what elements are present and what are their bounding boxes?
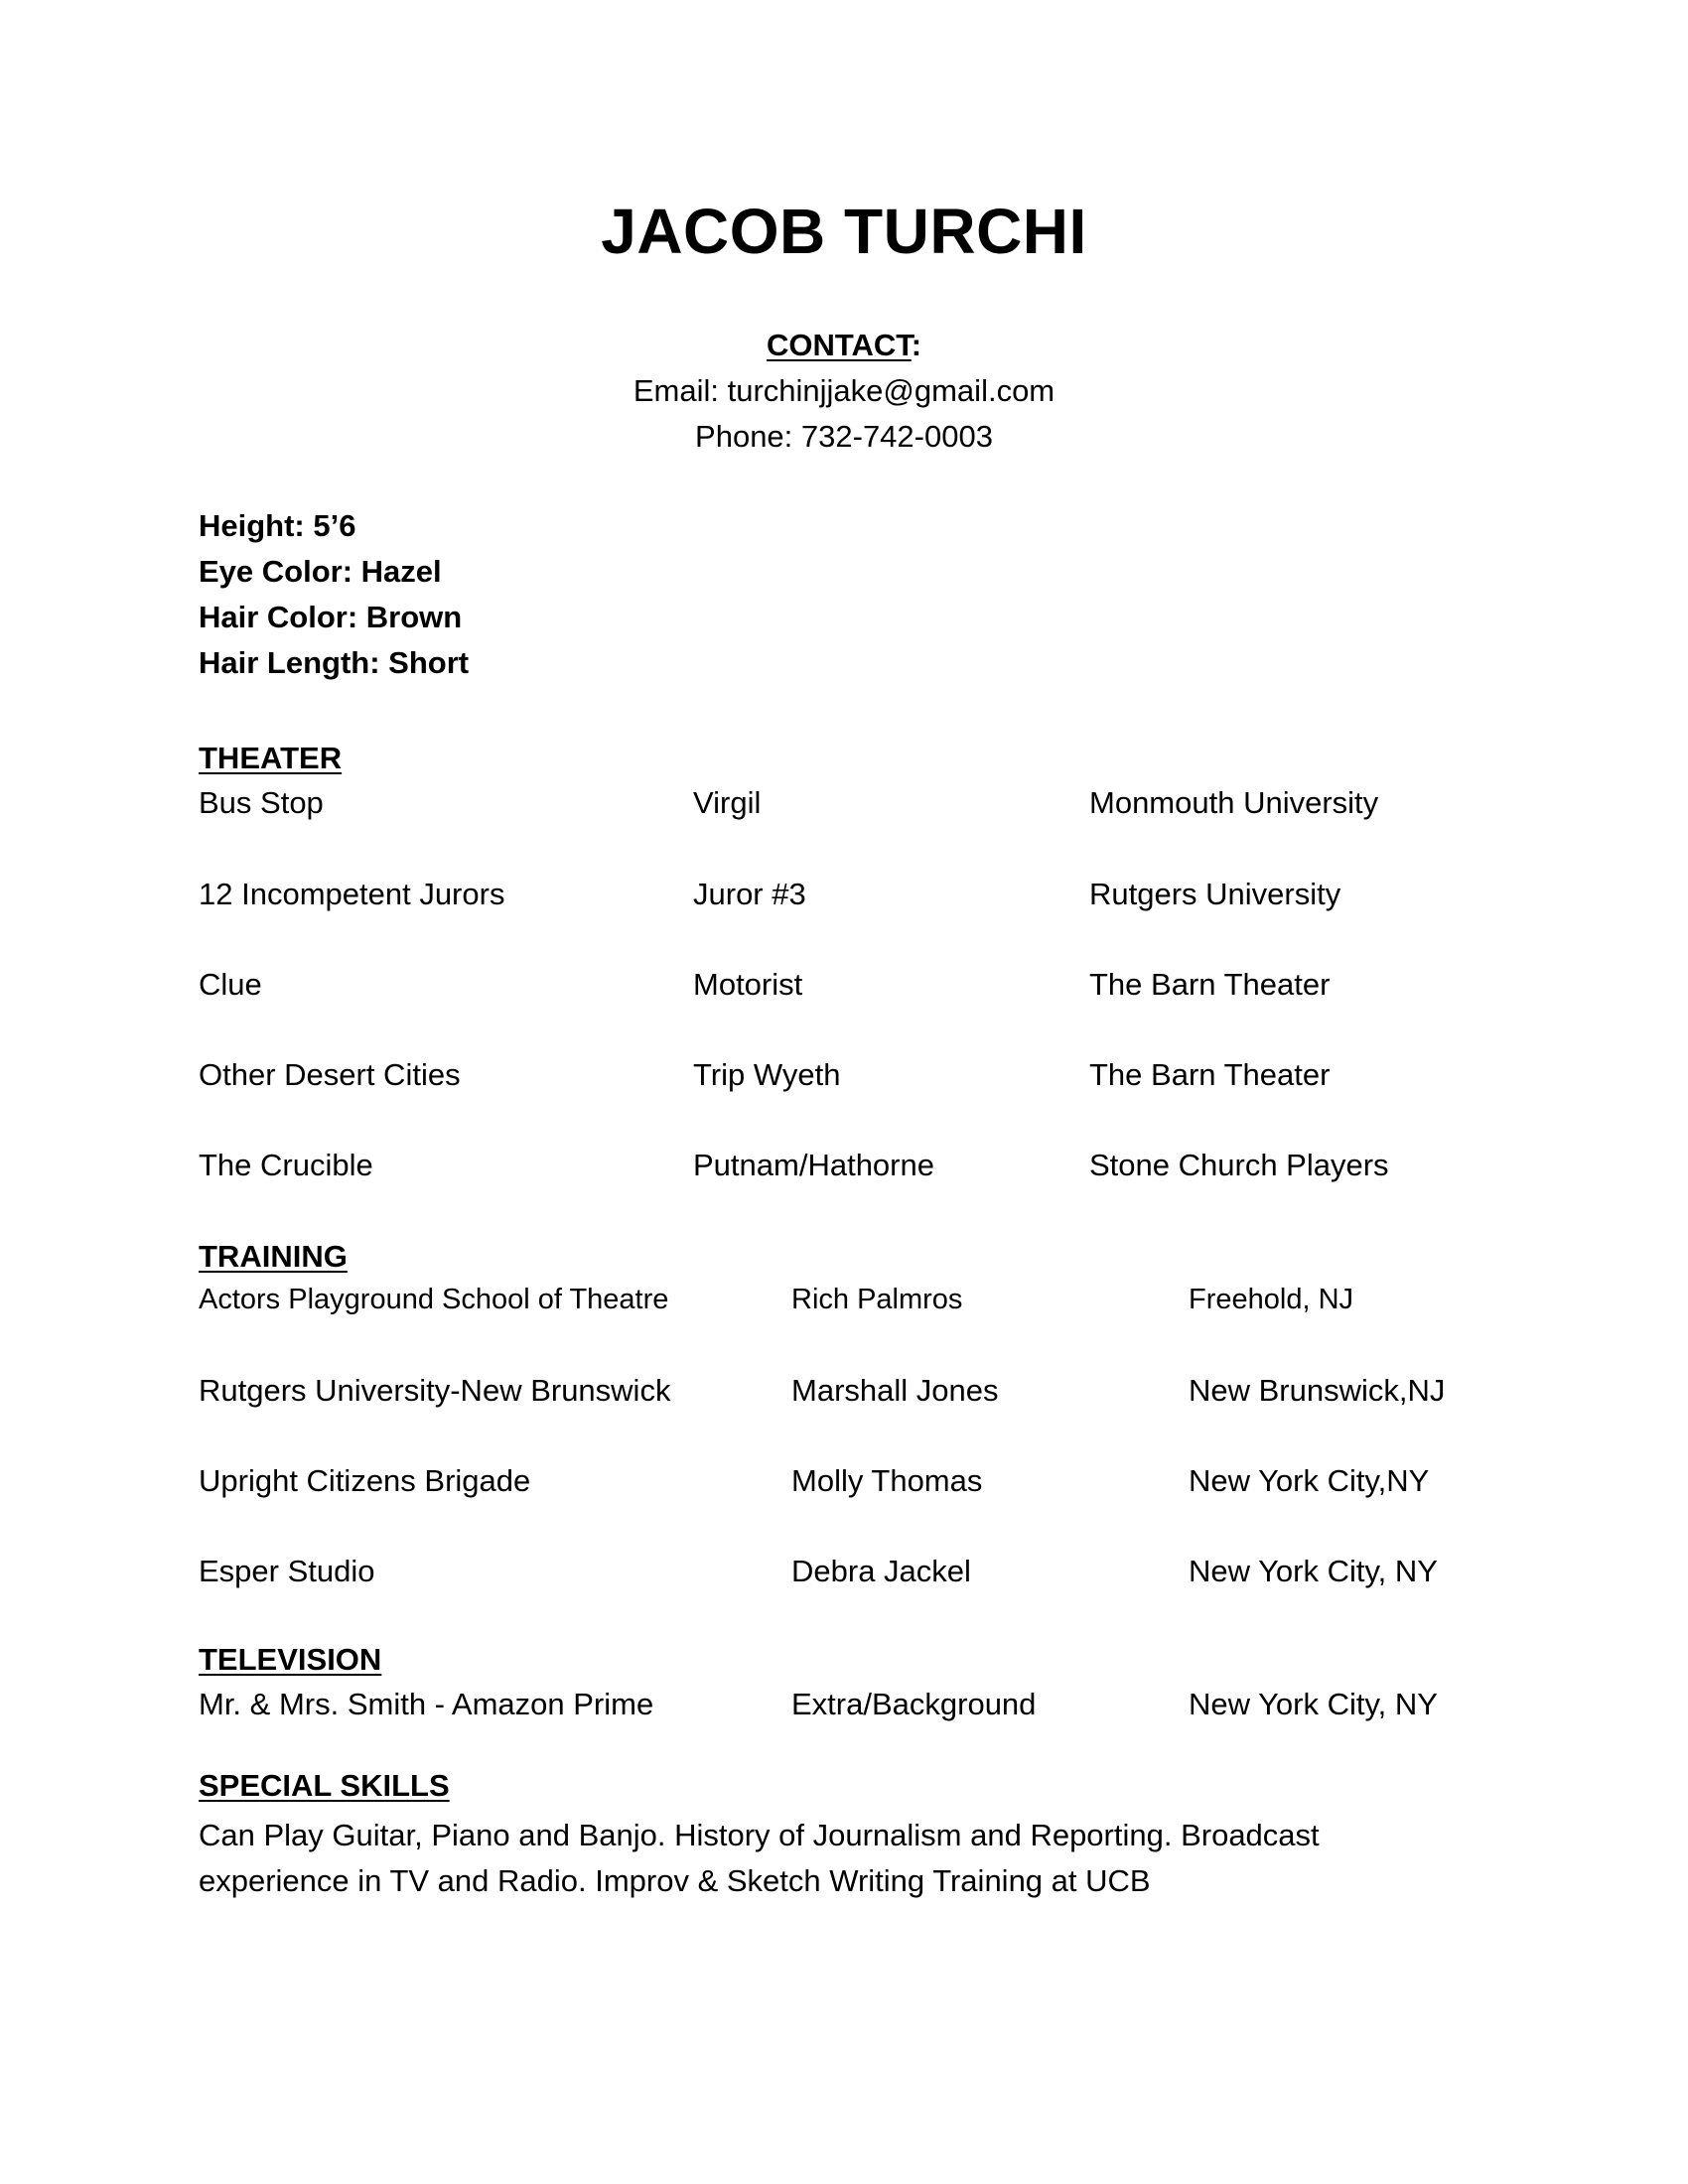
special-skills-heading: SPECIAL SKILLS (199, 1768, 450, 1803)
training-instructor: Marshall Jones (791, 1373, 999, 1408)
training-row (199, 1463, 1589, 1509)
training-location: New York City,NY (1189, 1463, 1430, 1498)
special-skills-line: Can Play Guitar, Piano and Banjo. History of Journalism and Reporting. Broadcast (199, 1818, 1320, 1852)
training-school: Rutgers University-New Brunswick (199, 1373, 671, 1408)
television-location: New York City, NY (1189, 1687, 1438, 1721)
training-row (199, 1284, 1589, 1329)
attribute-eye-color: Eye Color: Hazel (199, 554, 442, 589)
training-heading: TRAINING (199, 1239, 348, 1274)
theater-role: Motorist (693, 967, 803, 1002)
theater-show: The Crucible (199, 1148, 373, 1182)
contact-email: Email: turchinjjake@gmail.com (633, 373, 1055, 408)
training-instructor: Molly Thomas (791, 1463, 983, 1498)
special-skills-text (199, 1813, 1489, 1904)
theater-show: 12 Incompetent Jurors (199, 877, 505, 911)
training-row (199, 1373, 1589, 1419)
training-school: Upright Citizens Brigade (199, 1463, 531, 1498)
theater-row (199, 1057, 1589, 1103)
theater-row (199, 877, 1589, 922)
attribute-height: Height: 5’6 (199, 508, 356, 543)
attribute-hair-length: Hair Length: Short (199, 645, 470, 680)
contact-phone: Phone: 732-742-0003 (695, 419, 993, 454)
theater-show: Other Desert Cities (199, 1057, 461, 1092)
theater-heading: THEATER (199, 741, 343, 775)
contact-block (0, 323, 1688, 460)
theater-role: Virgil (693, 785, 762, 820)
contact-heading (0, 323, 1688, 368)
contact-heading-label: CONTACT (766, 328, 912, 362)
contact-heading-colon: : (911, 328, 922, 362)
training-instructor: Rich Palmros (791, 1284, 963, 1315)
training-school: Esper Studio (199, 1554, 375, 1588)
theater-venue: Rutgers University (1089, 877, 1341, 911)
theater-role: Putnam/Hathorne (693, 1148, 934, 1182)
theater-role: Trip Wyeth (693, 1057, 841, 1092)
theater-row (199, 967, 1589, 1013)
resume-name: JACOB TURCHI (601, 196, 1087, 267)
training-location: New York City, NY (1189, 1554, 1438, 1588)
theater-show: Clue (199, 967, 262, 1002)
theater-venue: The Barn Theater (1089, 967, 1331, 1002)
training-row (199, 1554, 1589, 1599)
television-heading: TELEVISION (199, 1642, 382, 1677)
television-show: Mr. & Mrs. Smith - Amazon Prime (199, 1687, 654, 1721)
television-row (199, 1687, 1589, 1732)
physical-attributes (199, 503, 469, 686)
theater-row (199, 785, 1589, 831)
theater-venue: Stone Church Players (1089, 1148, 1389, 1182)
theater-show: Bus Stop (199, 785, 324, 820)
television-role: Extra/Background (791, 1687, 1037, 1721)
theater-row (199, 1148, 1589, 1193)
attribute-hair-color: Hair Color: Brown (199, 600, 463, 634)
training-instructor: Debra Jackel (791, 1554, 971, 1588)
training-school: Actors Playground School of Theatre (199, 1284, 669, 1315)
theater-venue: The Barn Theater (1089, 1057, 1331, 1092)
theater-role: Juror #3 (693, 877, 806, 911)
theater-venue: Monmouth University (1089, 785, 1379, 820)
special-skills-line: experience in TV and Radio. Improv & Sketch Writing Training at UCB (199, 1863, 1151, 1898)
training-location: New Brunswick,NJ (1189, 1373, 1446, 1408)
training-location: Freehold, NJ (1189, 1284, 1354, 1315)
